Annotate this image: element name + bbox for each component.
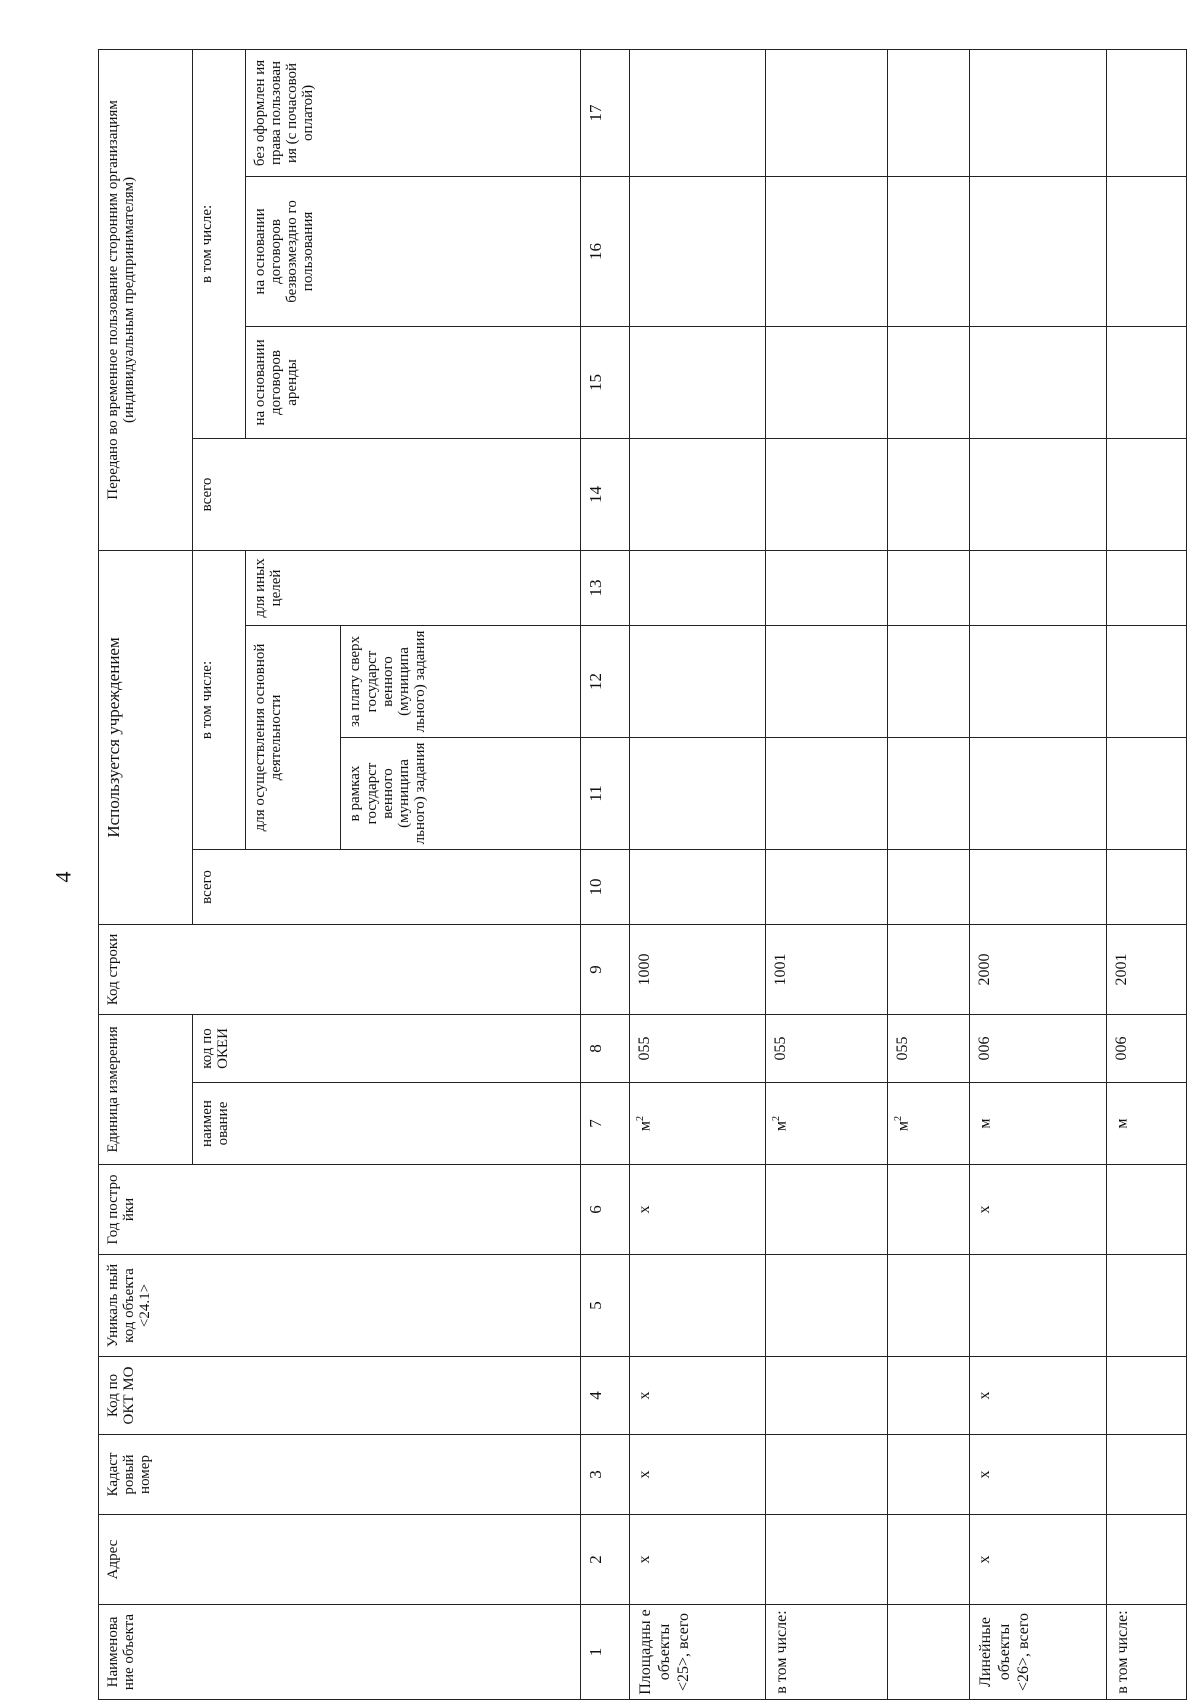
cell-col-10	[970, 849, 1107, 924]
cell-unit-name	[888, 1083, 970, 1165]
unit-symbol: м	[976, 1118, 994, 1129]
cell-col-17	[970, 49, 1107, 176]
cell-col-14	[970, 438, 1107, 550]
cell-col-13	[1107, 550, 1187, 625]
header-used-main: для осуществления основной деятельности	[245, 625, 341, 849]
unit-symbol: м	[894, 1120, 912, 1132]
cell-okei: 055	[888, 1014, 970, 1082]
table-row	[629, 49, 765, 1699]
column-number-cell: 4	[580, 1357, 629, 1435]
column-number-cell: 8	[580, 1014, 629, 1082]
cell-col-15	[765, 326, 887, 438]
cell-build-year: х	[629, 1165, 765, 1255]
cell-address: х	[970, 1515, 1107, 1605]
cell-build-year	[1107, 1165, 1187, 1255]
cell-oktmo	[765, 1357, 887, 1435]
cell-unit-name	[629, 1083, 765, 1165]
header-address: Адрес	[99, 1515, 581, 1605]
cell-col-10	[765, 849, 887, 924]
cell-build-year: х	[970, 1165, 1107, 1255]
cell-cadastral	[1107, 1435, 1187, 1515]
header-object-name: Наименова ние объекта	[99, 1605, 581, 1700]
row-label: в том числе:	[1107, 1605, 1187, 1700]
header-used-incl: в том числе:	[192, 550, 245, 849]
cell-oktmo	[888, 1357, 970, 1435]
column-number-cell: 5	[580, 1255, 629, 1357]
cell-col-14	[765, 438, 887, 550]
cell-col-11	[888, 737, 970, 849]
cell-col-15	[1107, 326, 1187, 438]
header-transfer-incl: в том числе:	[192, 49, 245, 438]
cell-unique-code	[970, 1255, 1107, 1357]
column-number-cell: 14	[580, 438, 629, 550]
cell-col-16	[1107, 176, 1187, 326]
cell-cadastral	[888, 1435, 970, 1515]
header-transfer-lease: на основании договоров аренды	[245, 326, 580, 438]
cell-col-12	[970, 625, 1107, 737]
cell-col-14	[888, 438, 970, 550]
cell-col-11	[970, 737, 1107, 849]
header-oktmo: Код по ОКТ МО	[99, 1357, 581, 1435]
header-used-other: для иных целей	[245, 550, 580, 625]
unit-symbol: м	[1113, 1118, 1131, 1129]
column-number-cell: 11	[580, 737, 629, 849]
cell-address: х	[629, 1515, 765, 1605]
unit-symbol: м	[636, 1120, 654, 1132]
header-used-over-task: за плату сверх государст венного (муниципа льного) задания	[341, 625, 580, 737]
column-number-cell: 2	[580, 1515, 629, 1605]
cell-cadastral: х	[970, 1435, 1107, 1515]
table-row	[765, 49, 887, 1699]
cell-unit-name	[1107, 1083, 1187, 1165]
cell-col-17	[1107, 49, 1187, 176]
header-transfer-group: Передано во временное пользование сторонним организациям (индивидуальным предпринимателям)	[99, 49, 193, 550]
header-used-group: Используется учреждением	[99, 550, 193, 924]
header-unit-group: Единица измерения	[99, 1014, 193, 1164]
row-label: Площадны е объекты <25>, всего	[629, 1605, 765, 1700]
header-transfer-free: на основании договоров безвозмездно го пользования	[245, 176, 580, 326]
cell-row-code	[888, 924, 970, 1014]
cell-col-17	[629, 49, 765, 176]
cell-okei: 055	[765, 1014, 887, 1082]
cell-col-11	[629, 737, 765, 849]
unit-exponent: 2	[634, 1115, 646, 1121]
cell-col-12	[888, 625, 970, 737]
column-number-row	[580, 49, 629, 1699]
cell-row-code: 1001	[765, 924, 887, 1014]
cell-col-12	[765, 625, 887, 737]
cell-col-10	[1107, 849, 1187, 924]
column-number-cell: 13	[580, 550, 629, 625]
cell-cadastral: х	[629, 1435, 765, 1515]
cell-unique-code	[629, 1255, 765, 1357]
header-row-code: Код строки	[99, 924, 581, 1014]
column-number-cell: 15	[580, 326, 629, 438]
column-number-cell: 6	[580, 1165, 629, 1255]
column-number-cell: 3	[580, 1435, 629, 1515]
cell-col-16	[970, 176, 1107, 326]
row-label	[888, 1605, 970, 1700]
cell-build-year	[888, 1165, 970, 1255]
unit-symbol: м	[772, 1120, 790, 1132]
cell-col-13	[765, 550, 887, 625]
cell-col-16	[765, 176, 887, 326]
cell-col-14	[1107, 438, 1187, 550]
cell-oktmo: х	[629, 1357, 765, 1435]
cell-oktmo: х	[970, 1357, 1107, 1435]
unit-exponent: 2	[770, 1115, 782, 1121]
cell-row-code: 1000	[629, 924, 765, 1014]
table-row	[1107, 49, 1187, 1699]
cell-okei: 006	[970, 1014, 1107, 1082]
cell-col-12	[1107, 625, 1187, 737]
header-unit-okei: код по ОКЕИ	[192, 1014, 580, 1082]
cell-col-10	[888, 849, 970, 924]
property-table	[98, 49, 1187, 1700]
cell-col-11	[765, 737, 887, 849]
cell-unique-code	[888, 1255, 970, 1357]
cell-col-12	[629, 625, 765, 737]
cell-col-17	[765, 49, 887, 176]
cell-okei: 055	[629, 1014, 765, 1082]
cell-col-14	[629, 438, 765, 550]
header-used-total: всего	[192, 849, 580, 924]
row-label: Линейные объекты <26>, всего	[970, 1605, 1107, 1700]
cell-col-13	[629, 550, 765, 625]
cell-address	[888, 1515, 970, 1605]
cell-col-13	[970, 550, 1107, 625]
column-number-cell: 17	[580, 49, 629, 176]
cell-oktmo	[1107, 1357, 1187, 1435]
table-row	[970, 49, 1107, 1699]
page-number: 4	[50, 871, 76, 883]
column-number-cell: 12	[580, 625, 629, 737]
cell-build-year	[765, 1165, 887, 1255]
cell-col-13	[888, 550, 970, 625]
header-unit-name: наимен ование	[192, 1083, 580, 1165]
header-used-state-task: в рамках государст венного (муниципа льного) задания	[341, 737, 580, 849]
table-row	[888, 49, 970, 1699]
header-transfer-hourly: без оформлен ия права пользован ия (с почасовой оплатой)	[245, 49, 580, 176]
cell-cadastral	[765, 1435, 887, 1515]
header-row-1	[99, 49, 193, 1699]
cell-address	[1107, 1515, 1187, 1605]
column-number-cell: 9	[580, 924, 629, 1014]
column-number-cell: 1	[580, 1605, 629, 1700]
cell-unique-code	[765, 1255, 887, 1357]
cell-col-11	[1107, 737, 1187, 849]
column-number-cell: 7	[580, 1083, 629, 1165]
cell-address	[765, 1515, 887, 1605]
cell-unit-name	[765, 1083, 887, 1165]
cell-col-15	[629, 326, 765, 438]
cell-row-code: 2000	[970, 924, 1107, 1014]
unit-exponent: 2	[893, 1115, 905, 1121]
cell-okei: 006	[1107, 1014, 1187, 1082]
cell-row-code: 2001	[1107, 924, 1187, 1014]
cell-col-10	[629, 849, 765, 924]
cell-unique-code	[1107, 1255, 1187, 1357]
column-number-cell: 10	[580, 849, 629, 924]
cell-col-16	[888, 176, 970, 326]
cell-col-17	[888, 49, 970, 176]
cell-col-16	[629, 176, 765, 326]
cell-unit-name	[970, 1083, 1107, 1165]
cell-col-15	[970, 326, 1107, 438]
header-cadastral: Кадаст ровый номер	[99, 1435, 581, 1515]
column-number-cell: 16	[580, 176, 629, 326]
row-label: в том числе:	[765, 1605, 887, 1700]
property-form	[98, 50, 1200, 1695]
header-transfer-total: всего	[192, 438, 580, 550]
header-unique-code: Уникаль ный код объекта <24.1>	[99, 1255, 581, 1357]
header-build-year: Год постро йки	[99, 1165, 581, 1255]
cell-col-15	[888, 326, 970, 438]
